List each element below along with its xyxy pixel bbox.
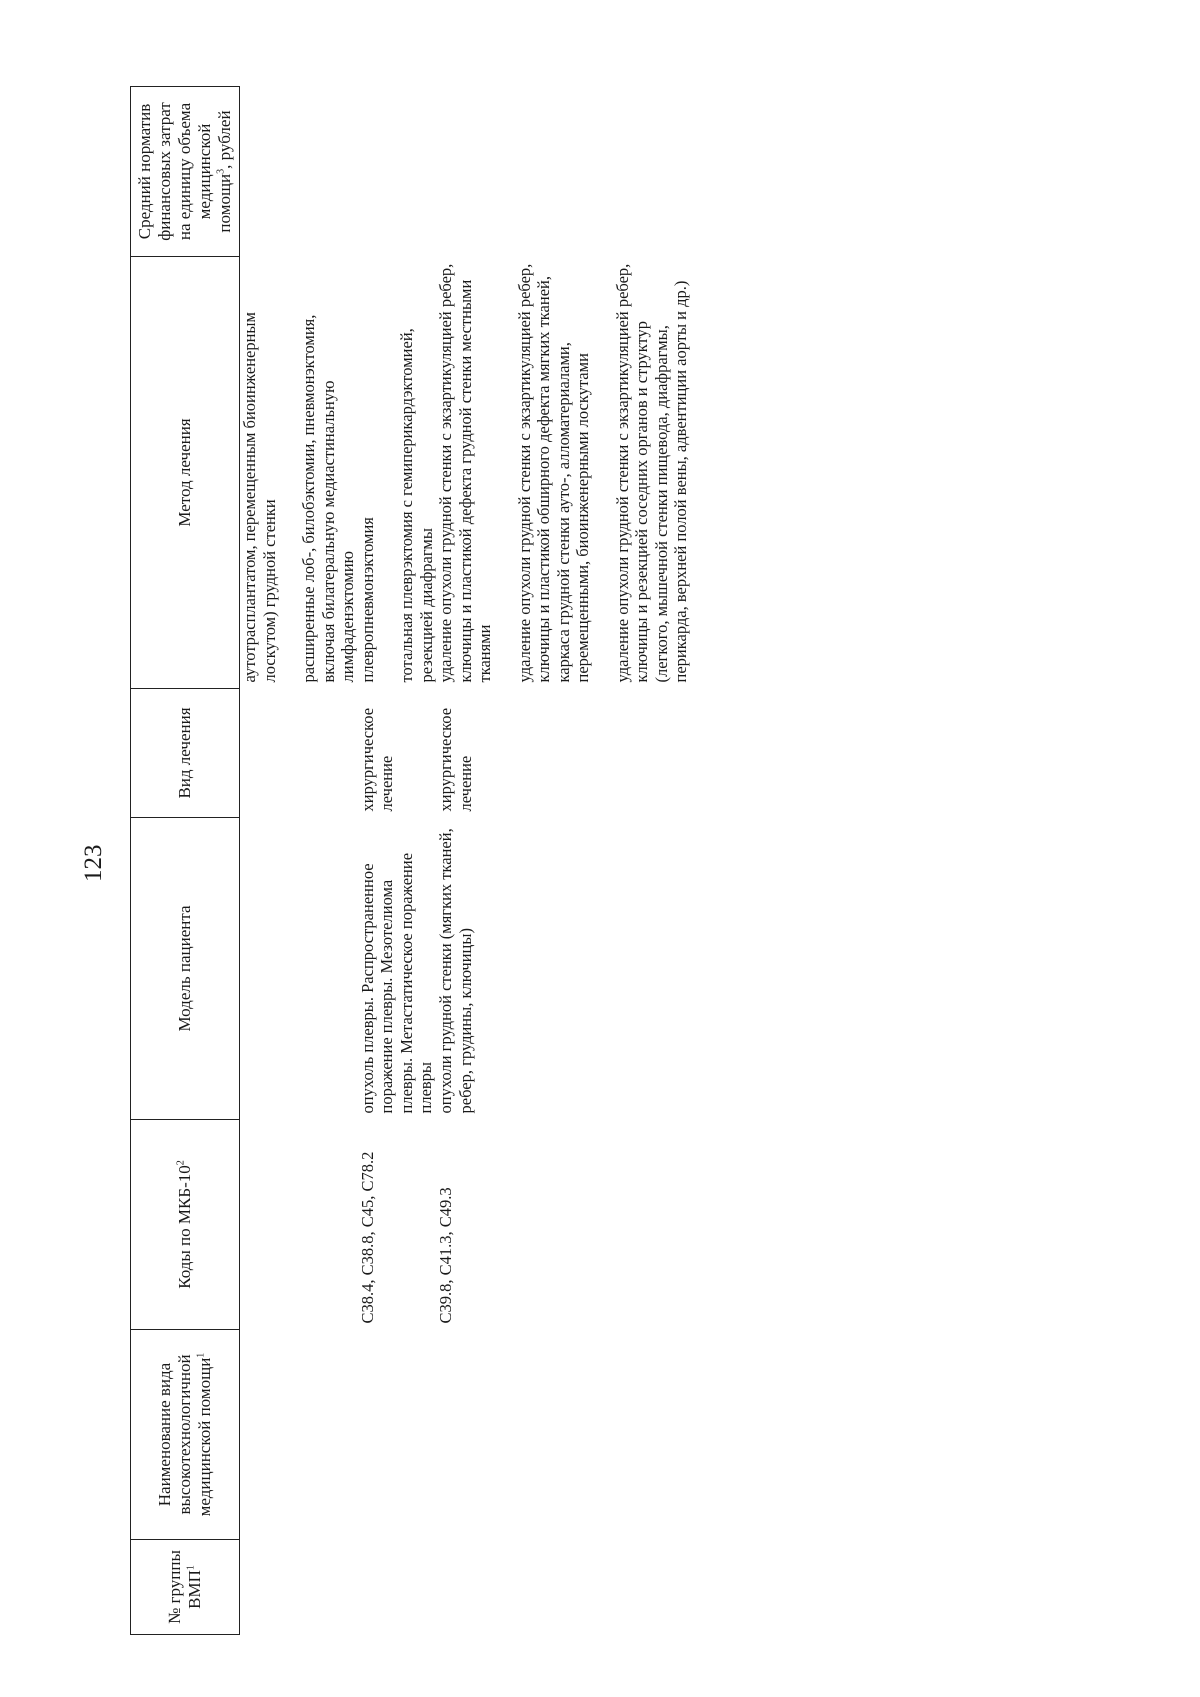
- method-item: удаление опухоли грудной стенки с экзартикуляцией ребер, ключицы и резекцией соседних органов и структур (легкого, мышечной стенки пищевода, диафрагмы, перикарда, верхней полой вены, адвентиции аорты и др.): [612, 263, 690, 683]
- method-item: удаление опухоли грудной стенки с экзартикуляцией ребер, ключицы и пластикой дефекта грудной стенки местными тканями: [436, 263, 494, 683]
- method-item: удаление опухоли грудной стенки с экзартикуляцией ребер, ключицы и пластикой обширного дефекта мягких тканей, каркаса грудной стенки ауто-, алломатериалами, перемещенными, биоинженерными лоскутами: [514, 263, 592, 683]
- patient-model-cell: опухоли грудной стенки (мягких тканей, ребер, грудины, ключицы): [436, 828, 475, 1114]
- table-row: [240, 87, 358, 1635]
- page-number: 123: [80, 844, 107, 882]
- header-group-number: № группы ВМП$^1$: [131, 1540, 240, 1635]
- method-item: плевропневмонэктомия: [357, 517, 377, 683]
- treatment-type-cell: хирургическое лечение: [357, 707, 396, 812]
- method-item: аутотрасплантатом, перемещенным биоинженерным лоскутом) грудной стенки: [240, 312, 279, 683]
- header-vmp-name: Наименование вида высокотехнологичной медицинской помощи$^1$: [131, 1330, 240, 1540]
- icd-codes-cell: C39.8, C41.3, C49.3: [436, 1187, 455, 1324]
- header-icd-codes: Коды по МКБ-$10^2$: [131, 1120, 240, 1330]
- header-patient-model: Модель пациента: [131, 818, 240, 1120]
- header-treatment-method: Метод лечения: [131, 257, 240, 689]
- method-cell: [240, 257, 358, 689]
- treatment-type-cell: хирургическое лечение: [436, 707, 475, 812]
- icd-codes-cell: C38.4, C38.8, C45, C78.2: [357, 1151, 377, 1324]
- table-row: [436, 87, 691, 1635]
- method-item: расширенные лоб-, билобэктомии, пневмонэктомия, включая билатеральную медиастинальную лимфаденэктомию: [299, 314, 357, 683]
- header-treatment-type: Вид лечения: [131, 689, 240, 818]
- vmp-table: [130, 86, 691, 1635]
- patient-model-cell: опухоль плевры. Распространенное поражение плевры. Мезотелиома плевры. Метастатическое поражение плевры: [357, 852, 435, 1114]
- method-item: тотальная плеврэктомия с гемиперикардэктомией, резекцией диафрагмы: [397, 328, 436, 683]
- method-cell: [436, 257, 691, 689]
- method-cell: [358, 257, 437, 689]
- table-header-row: [131, 87, 240, 1635]
- table-row: [358, 87, 437, 1635]
- header-cost-norm: Средний норматив финансовых затрат на единицу объема медицинской помощи$^3$, рублей: [131, 87, 240, 257]
